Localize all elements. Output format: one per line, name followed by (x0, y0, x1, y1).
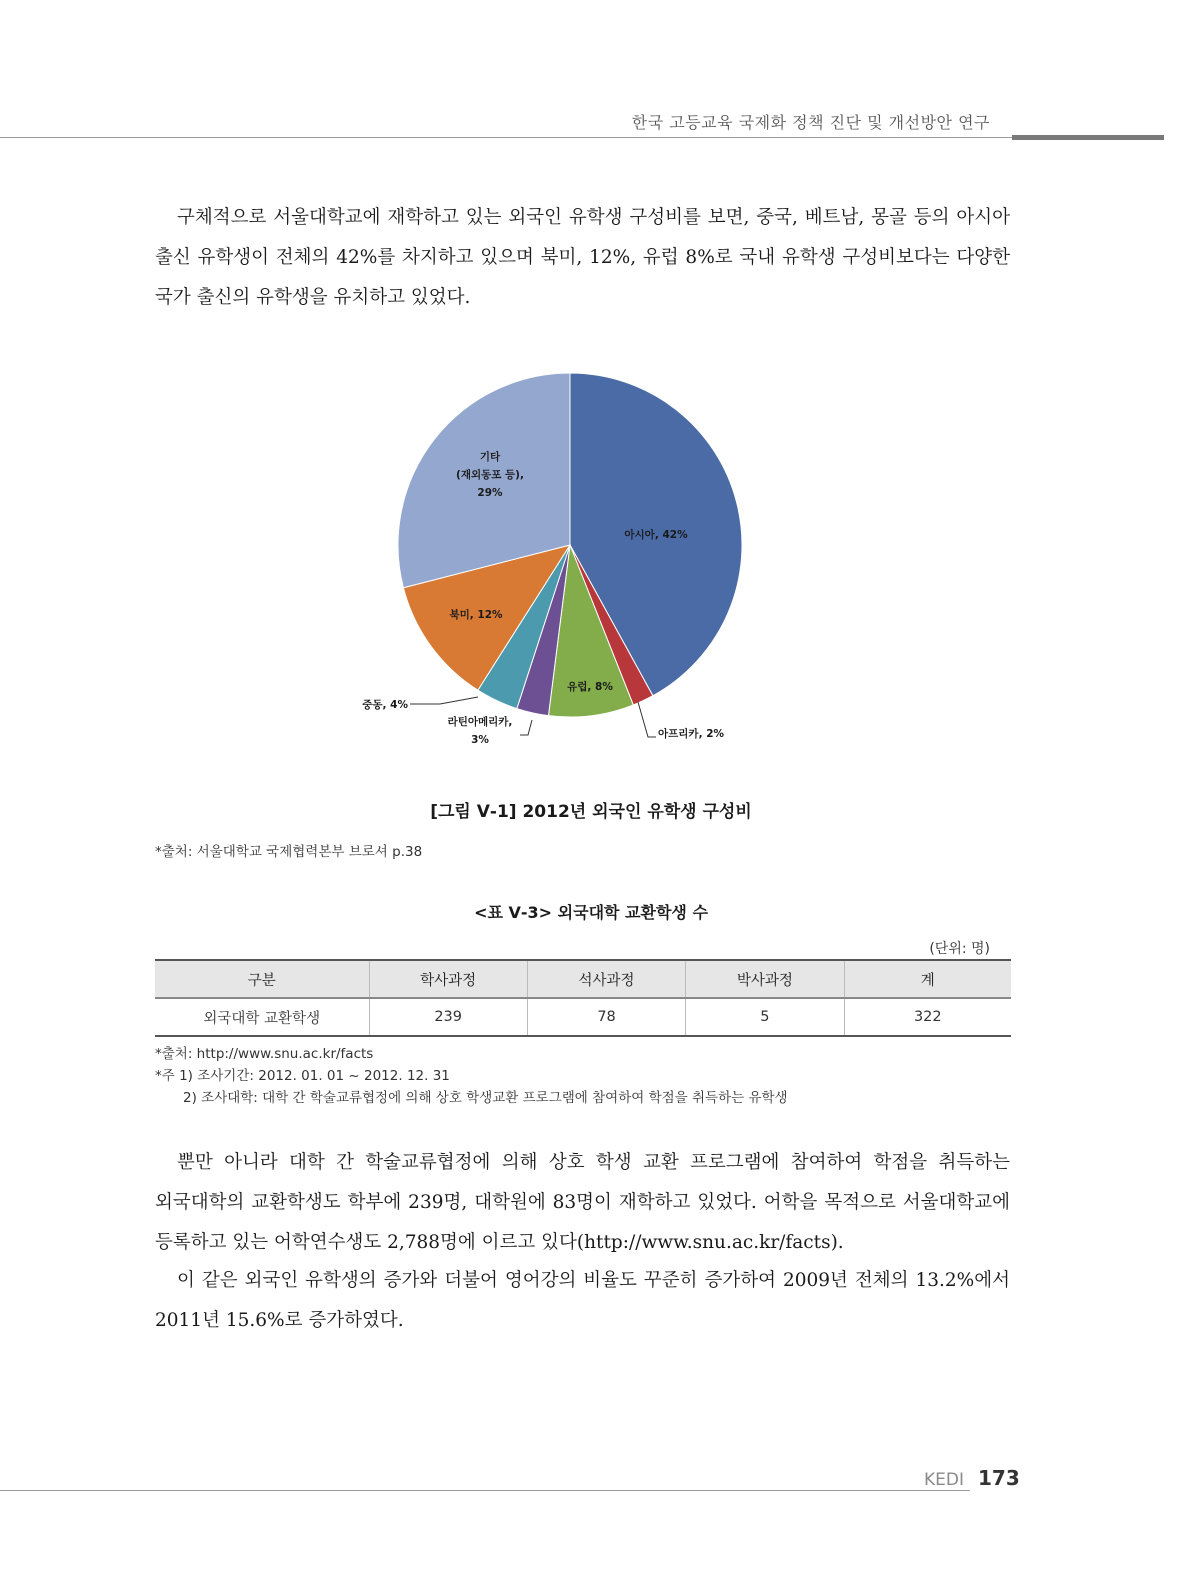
cell-bachelor: 239 (369, 998, 527, 1036)
cell-category: 외국대학 교환학생 (155, 998, 369, 1036)
running-header: 한국 고등교육 국제화 정책 진단 및 개선방안 연구 (631, 113, 990, 132)
pie-label-6: 기타 (재외동포 등), 29% (456, 451, 524, 499)
pie-label-4: 중동, 4% (362, 699, 408, 711)
page-number: 173 (978, 1466, 1020, 1490)
figure-source: *출처: 서울대학교 국제협력본부 브로셔 p.38 (155, 844, 423, 860)
pie-label-0: 아시아, 42% (624, 529, 688, 541)
table-unit: (단위: 명) (929, 941, 990, 957)
body-paragraph-1: 구체적으로 서울대학교에 재학하고 있는 외국인 유학생 구성비를 보면, 중국, 베트남, 몽골 등의 아시아 출신 유학생이 전체의 42%를 차지하고 있으며 북미, 12%, 유럽 8%로 국내 유학생 구성비보다는 다양한 국가 출신의 유학생을 유치하고 있었다. (155, 207, 1010, 308)
footer-rule (0, 1490, 970, 1491)
footer-org: KEDI (924, 1470, 964, 1490)
header-category: 구분 (155, 960, 369, 998)
pie-chart-svg (362, 372, 800, 792)
table-title: <표 Ⅴ-3> 외국대학 교환학생 수 (474, 903, 708, 922)
pie-label-5: 북미, 12% (449, 609, 503, 621)
header-doctor: 박사과정 (686, 960, 844, 998)
table-note-2: 2) 조사대학: 대학 간 학술교류협정에 의해 상호 학생교환 프로그램에 참여하여 학점을 취득하는 유학생 (183, 1090, 788, 1106)
cell-master: 78 (527, 998, 685, 1036)
table-note-1: *주 1) 조사기간: 2012. 01. 01 ~ 2012. 12. 31 (155, 1068, 450, 1084)
pie-leader-1 (638, 702, 656, 737)
pie-leader-4 (410, 697, 478, 704)
pie-label-1: 아프리카, 2% (658, 728, 725, 740)
cell-doctor: 5 (686, 998, 844, 1036)
pie-leader-3 (520, 720, 532, 735)
figure-caption: [그림 Ⅴ-1] 2012년 외국인 유학생 구성비 (430, 802, 752, 822)
header-master: 석사과정 (527, 960, 685, 998)
table-row (155, 998, 1011, 1036)
header-accent-bar (1012, 135, 1164, 140)
header-total: 계 (844, 960, 1011, 998)
pie-label-2: 유럽, 8% (567, 681, 613, 693)
pie-label-3: 라틴아메리카, 3% (447, 716, 513, 746)
body-paragraph-2: 뿐만 아니라 대학 간 학술교류협정에 의해 상호 학생 교환 프로그램에 참여하여 학점을 취득하는 외국대학의 교환학생도 학부에 239명, 대학원에 83명이 재학하고 있었다. 어학을 목적으로 서울대학교에 등록하고 있는 어학연수생도 2,788명에 이르고 있다(http://www.snu.ac.kr/facts). (155, 1152, 1010, 1253)
pie-chart (362, 372, 800, 792)
header-bachelor: 학사과정 (369, 960, 527, 998)
header-rule (0, 137, 1012, 138)
cell-total: 322 (913, 1009, 942, 1025)
table-header-row (155, 960, 1011, 998)
body-paragraph-3: 이 같은 외국인 유학생의 증가와 더불어 영어강의 비율도 꾸준히 증가하여 2009년 전체의 13.2%에서 2011년 15.6%로 증가하였다. (155, 1270, 1010, 1331)
table-source: *출처: http://www.snu.ac.kr/facts (155, 1046, 374, 1062)
exchange-student-table (155, 959, 1011, 1037)
